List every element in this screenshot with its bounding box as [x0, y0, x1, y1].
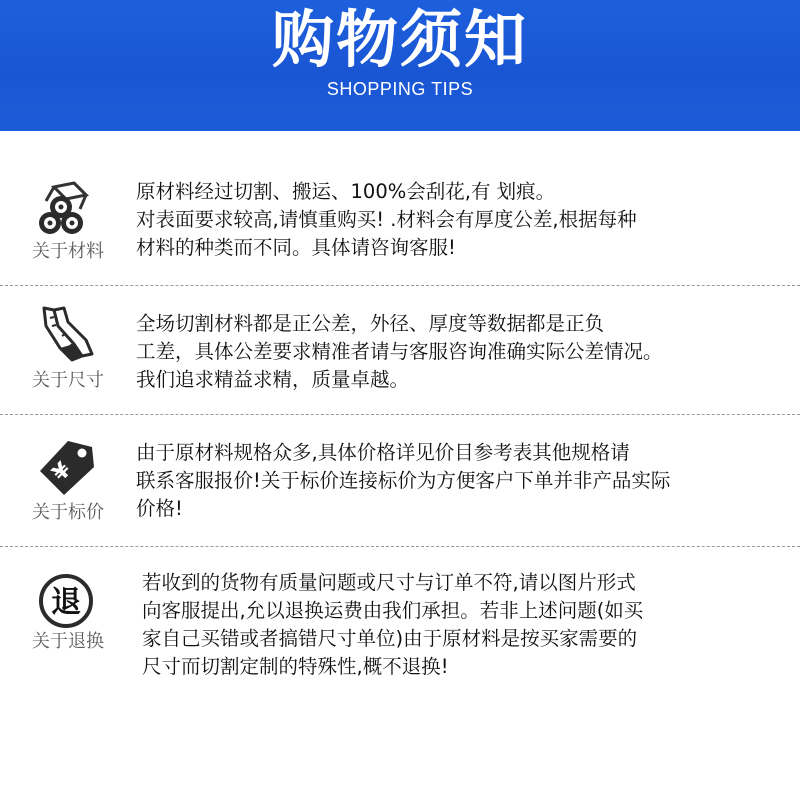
- page-title: 购物须知: [271, 3, 528, 76]
- section-material: [0, 131, 800, 286]
- text-line: 工差，具体公差要求精准者请与客服咨询准确实际公差情况。: [136, 340, 663, 363]
- section-label: 关于退换: [32, 631, 104, 652]
- section-text: [136, 439, 786, 523]
- section-size: [0, 286, 800, 414]
- text-line: 尺寸而切割定制的特殊性,概不退换!: [142, 655, 449, 678]
- section-return: [0, 547, 800, 747]
- text-line: 原材料经过切割、搬运、100%会刮花,有 划痕。: [136, 180, 556, 203]
- return-icon: [34, 571, 98, 631]
- header-banner: [0, 0, 800, 131]
- section-label: 关于标价: [32, 502, 104, 523]
- section-text: [136, 310, 786, 394]
- section-label: 关于尺寸: [32, 370, 104, 391]
- svg-text:退: 退: [51, 585, 81, 620]
- svg-text:¥: ¥: [47, 457, 77, 487]
- section-text: [142, 569, 792, 681]
- section-price: [0, 415, 800, 546]
- section-text: [136, 178, 786, 262]
- text-line: 全场切割材料都是正公差，外径、厚度等数据都是正负: [136, 312, 605, 335]
- text-line: 家自己买错或者搞错尺寸单位)由于原材料是按买家需要的: [142, 627, 638, 650]
- material-rolls-icon: [34, 179, 98, 239]
- text-line: 我们追求精益求精，质量卓越。: [136, 368, 410, 391]
- price-tag-icon: [34, 437, 98, 497]
- text-line: 材料的种类而不同。具体请咨询客服!: [136, 236, 456, 259]
- text-line: 联系客服报价!关于标价连接标价为方便客户下单并非产品实际: [136, 469, 671, 492]
- text-line: 价格!: [136, 497, 183, 520]
- section-label: 关于材料: [32, 241, 104, 262]
- text-line: 向客服提出,允以退换运费由我们承担。若非上述问题(如买: [142, 599, 644, 622]
- tape-measure-icon: [34, 304, 98, 364]
- text-line: 对表面要求较高,请慎重购买! .材料会有厚度公差,根据每种: [136, 208, 637, 231]
- text-line: 若收到的货物有质量问题或尺寸与订单不符,请以图片形式: [142, 571, 636, 594]
- text-line: 由于原材料规格众多,具体价格详见价目参考表其他规格请: [136, 441, 630, 464]
- page-subtitle: SHOPPING TIPS: [326, 79, 474, 99]
